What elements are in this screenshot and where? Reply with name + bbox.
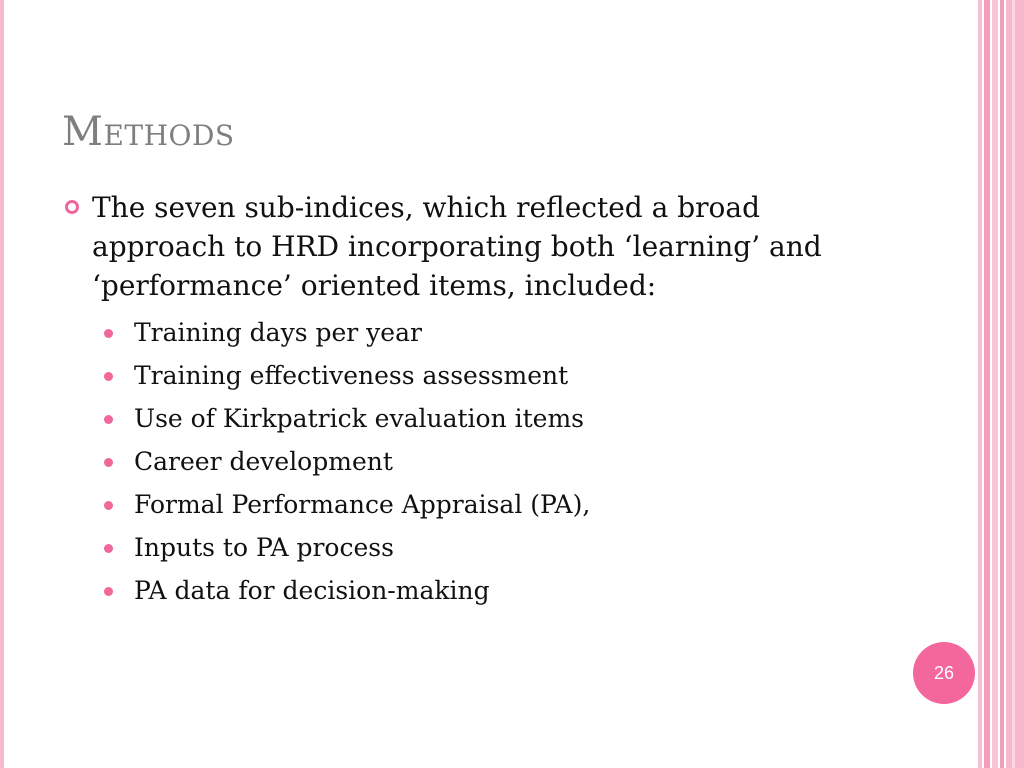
list-item-text: Formal Performance Appraisal (PA), — [134, 490, 591, 519]
right-stripe — [992, 0, 998, 768]
dot-bullet-icon — [104, 501, 113, 510]
list-item-text: Training effectiveness assessment — [134, 361, 569, 390]
left-border — [0, 0, 4, 768]
right-stripe — [1006, 0, 1024, 768]
list-item-text: Career development — [134, 447, 393, 476]
right-stripe — [1012, 0, 1015, 768]
list-item-text: Training days per year — [134, 318, 422, 347]
right-stripe — [978, 0, 982, 768]
list-item — [104, 569, 862, 612]
list-item — [104, 354, 862, 397]
list-item — [104, 397, 862, 440]
list-item-text: Inputs to PA process — [134, 533, 394, 562]
slide-content — [62, 188, 862, 612]
list-item — [104, 440, 862, 483]
dot-bullet-icon — [104, 372, 113, 381]
main-bullet-point — [62, 188, 862, 305]
list-item-text: PA data for decision-making — [134, 576, 490, 605]
dot-bullet-icon — [104, 415, 113, 424]
main-bullet-text: The seven sub-indices, which reflected a broad approach to HRD incorporating both ‘learning’ and ‘performance’ oriented items, included: — [92, 191, 822, 302]
list-item — [104, 526, 862, 569]
sub-bullet-list — [62, 311, 862, 612]
list-item-text: Use of Kirkpatrick evaluation items — [134, 404, 584, 433]
dot-bullet-icon — [104, 587, 113, 596]
slide-title: Methods — [62, 109, 235, 155]
ring-bullet-icon — [65, 200, 79, 214]
list-item — [104, 311, 862, 354]
dot-bullet-icon — [104, 329, 113, 338]
page-number: 26 — [933, 662, 955, 683]
list-item — [104, 483, 862, 526]
right-stripe — [1000, 0, 1004, 768]
dot-bullet-icon — [104, 458, 113, 467]
right-stripe — [984, 0, 990, 768]
page-number-badge — [913, 642, 975, 704]
dot-bullet-icon — [104, 544, 113, 553]
